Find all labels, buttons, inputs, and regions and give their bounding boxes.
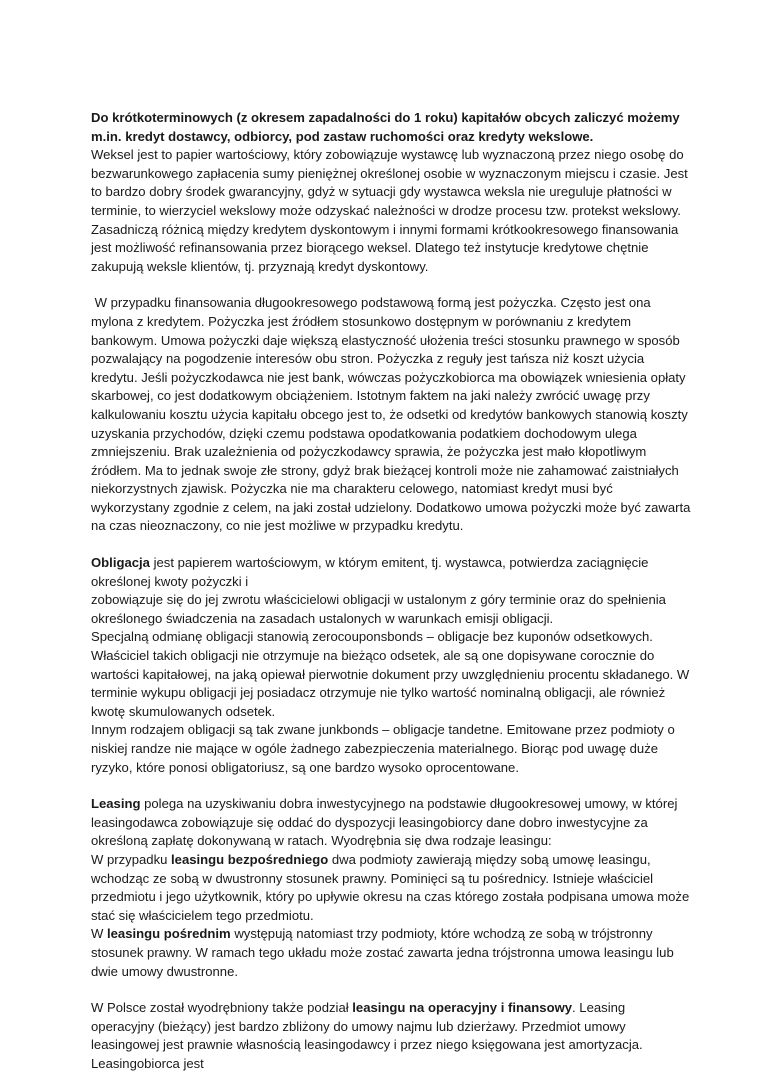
long-term-section [91, 294, 695, 536]
leasing-indirect [91, 925, 691, 981]
poland-term: leasingu na operacyjny i finansowy [352, 1000, 573, 1016]
poland-pre: W Polsce został wyodrębniony także podział [91, 1000, 353, 1016]
leasing-indirect-text: występują natomiast trzy podmioty, które wchodzą ze sobą w trójstronny stosunek prawny. W ramach tego układu może zostać zawarta jedna trójstronna umowa leasingu lub dwie umowy dwustronne. [91, 926, 674, 979]
bonds-line3: Specjalną odmianę obligacji stanowią zerocouponsbonds – obligacje bez kuponów odsetkowych. Właściciel takich obligacji nie otrzymuje na bieżąco odsetek, ale są one dopisywane corocznie do wartości kapitałowej, na jaką opiewał pierwotnie dokument przy uwzględnieniu procentu składanego. W terminie wykupu obligacji jej posiadacz otrzymuje nie tylko wartość nominalną obligacji, ale również kwotę skumulowanych odsetek. [91, 629, 690, 719]
leasing-indirect-term: leasingu pośrednim [107, 926, 231, 942]
leasing-definition [91, 795, 691, 851]
bonds-term: Obligacja [91, 555, 150, 571]
poland-text [91, 999, 691, 1073]
bonds-definition [91, 554, 691, 591]
leasing-direct-term: leasingu bezpośredniego [171, 851, 329, 867]
poland-section [91, 999, 691, 1073]
poland-rest: . Leasing operacyjny (bieżący) jest bardzo zbliżony do umowy najmu lub dzierżawy. Przedmiot umowy leasingowej jest prawnie własnością leasingodawcy i przez niego księgowana jest amortyzacja. Leasingobiorca jest [91, 1000, 643, 1071]
bonds-line4: Innym rodzajem obligacji są tak zwane junkbonds – obligacje tandetne. Emitowane przez podmioty o niskiej randze nie mające w ogóle żadnego zabezpieczenia materialnego. Biorąc pod uwagę duże ryzyko, które ponosi obligatoriusz, są one bardzo wysoko oprocentowane. [91, 722, 675, 775]
leasing-intro: polega na uzyskiwaniu dobra inwestycyjnego na podstawie długookresowej umowy, w której leasingodawca zobowiązuje się oddać do dyspozycji leasingobiorcy dane dobro inwestycyjne za określoną zapłatę dokonywaną w ratach. Wyodrębnia się dwa rodzaje leasingu: [91, 796, 678, 849]
leasing-term: Leasing [91, 796, 141, 812]
long-term-text: W przypadku finansowania długookresowego podstawową formą jest pożyczka. Często jest ona mylona z kredytem. Pożyczka jest źródłem stosunkowo dostępnym w porównaniu z kredytem bankowym. Umowa pożyczki daje większą elastyczność ułożenia treści stosunku prawnego w sposób pozwalający na pogodzenie interesów obu stron. Pożyczka z reguły jest tańsza niż koszt użycia kredytu. Jeśli pożyczkodawca nie jest bank, wówczas pożyczkobiorca ma obowiązek wniesienia opłaty skarbowej, co jest dodatkowym obciążeniem. Istotnym faktem na jaki należy zwrócić uwagę przy kalkulowaniu kosztu użycia kapitału obcego jest to, że odsetki od kredytów bankowych stanowią koszty uzyskania przychodów, dzięki czemu podstawa opodatkowania podatkiem dochodowym ulega zmniejszeniu. Brak uzależnienia od pożyczkodawcy sprawia, że pożyczka jest mało kłopotliwym źródłem. Ma to jednak swoje złe strony, gdyż brak bieżącej kontroli może nie zahamować zaistniałych niekorzystnych zjawisk. Pożyczka nie ma charakteru celowego, natomiast kredyt musi być wykorzystany zgodnie z celem, na jaki został udzielony. Dodatkowo umowa pożyczki może być zawarta na czas nieoznaczony, co nie jest możliwe w przypadku kredytu. [91, 295, 695, 534]
bonds-line2: zobowiązuje się do jej zwrotu właścicielowi obligacji w ustalonym z góry terminie oraz do spełnienia określonego świadczenia na zasadach ustalonych w warunkach emisji obligacji. [91, 592, 666, 626]
document-page [91, 109, 695, 1092]
intro-section [91, 109, 691, 276]
bonds-section [91, 554, 691, 777]
leasing-direct [91, 851, 691, 925]
intro-heading: Do krótkoterminowych (z okresem zapadalności do 1 roku) kapitałów obcych zaliczyć możemy m.in. kredyt dostawcy, odbiorcy, pod zastaw ruchomości oraz kredyty wekslowe. [91, 110, 680, 144]
leasing-direct-pre: W przypadku [91, 851, 172, 867]
bonds-line1: jest papierem wartościowym, w którym emitent, tj. wystawca, potwierdza zaciągnięcie określonej kwoty pożyczki i [91, 555, 649, 589]
leasing-section [91, 795, 691, 981]
leasing-indirect-pre: W [91, 926, 107, 942]
intro-text: Weksel jest to papier wartościowy, który zobowiązuje wystawcę lub wyznaczoną przez niego osobę do bezwarunkowego zapłacenia sumy pieniężnej określonej osobie w wyznaczonym miejscu i czasie. Jest to bardzo dobry środek gwarancyjny, gdyż w sytuacji gdy wystawca weksla nie ureguluje płatności w terminie, to wierzyciel wekslowy może odzyskać należności w drodze procesu tzw. protekst wekslowy. Zasadniczą różnicą między kredytem dyskontowym i innymi formami krótkookresowego finansowania jest możliwość refinansowania przez biorącego weksel. Dlatego też instytucje kredytowe chętnie zakupują weksle klientów, tj. przyznają kredyt dyskontowy. [91, 147, 688, 274]
leasing-direct-text: dwa podmioty zawierają między sobą umowę leasingu, wchodząc ze sobą w dwustronny stosunek prawny. Pominięci są tu pośrednicy. Istnieje właściciel przedmiotu i jego użytkownik, który po upływie okresu na czas którego została podpisana umowa może stać się właścicielem tego przedmiotu. [91, 851, 690, 923]
